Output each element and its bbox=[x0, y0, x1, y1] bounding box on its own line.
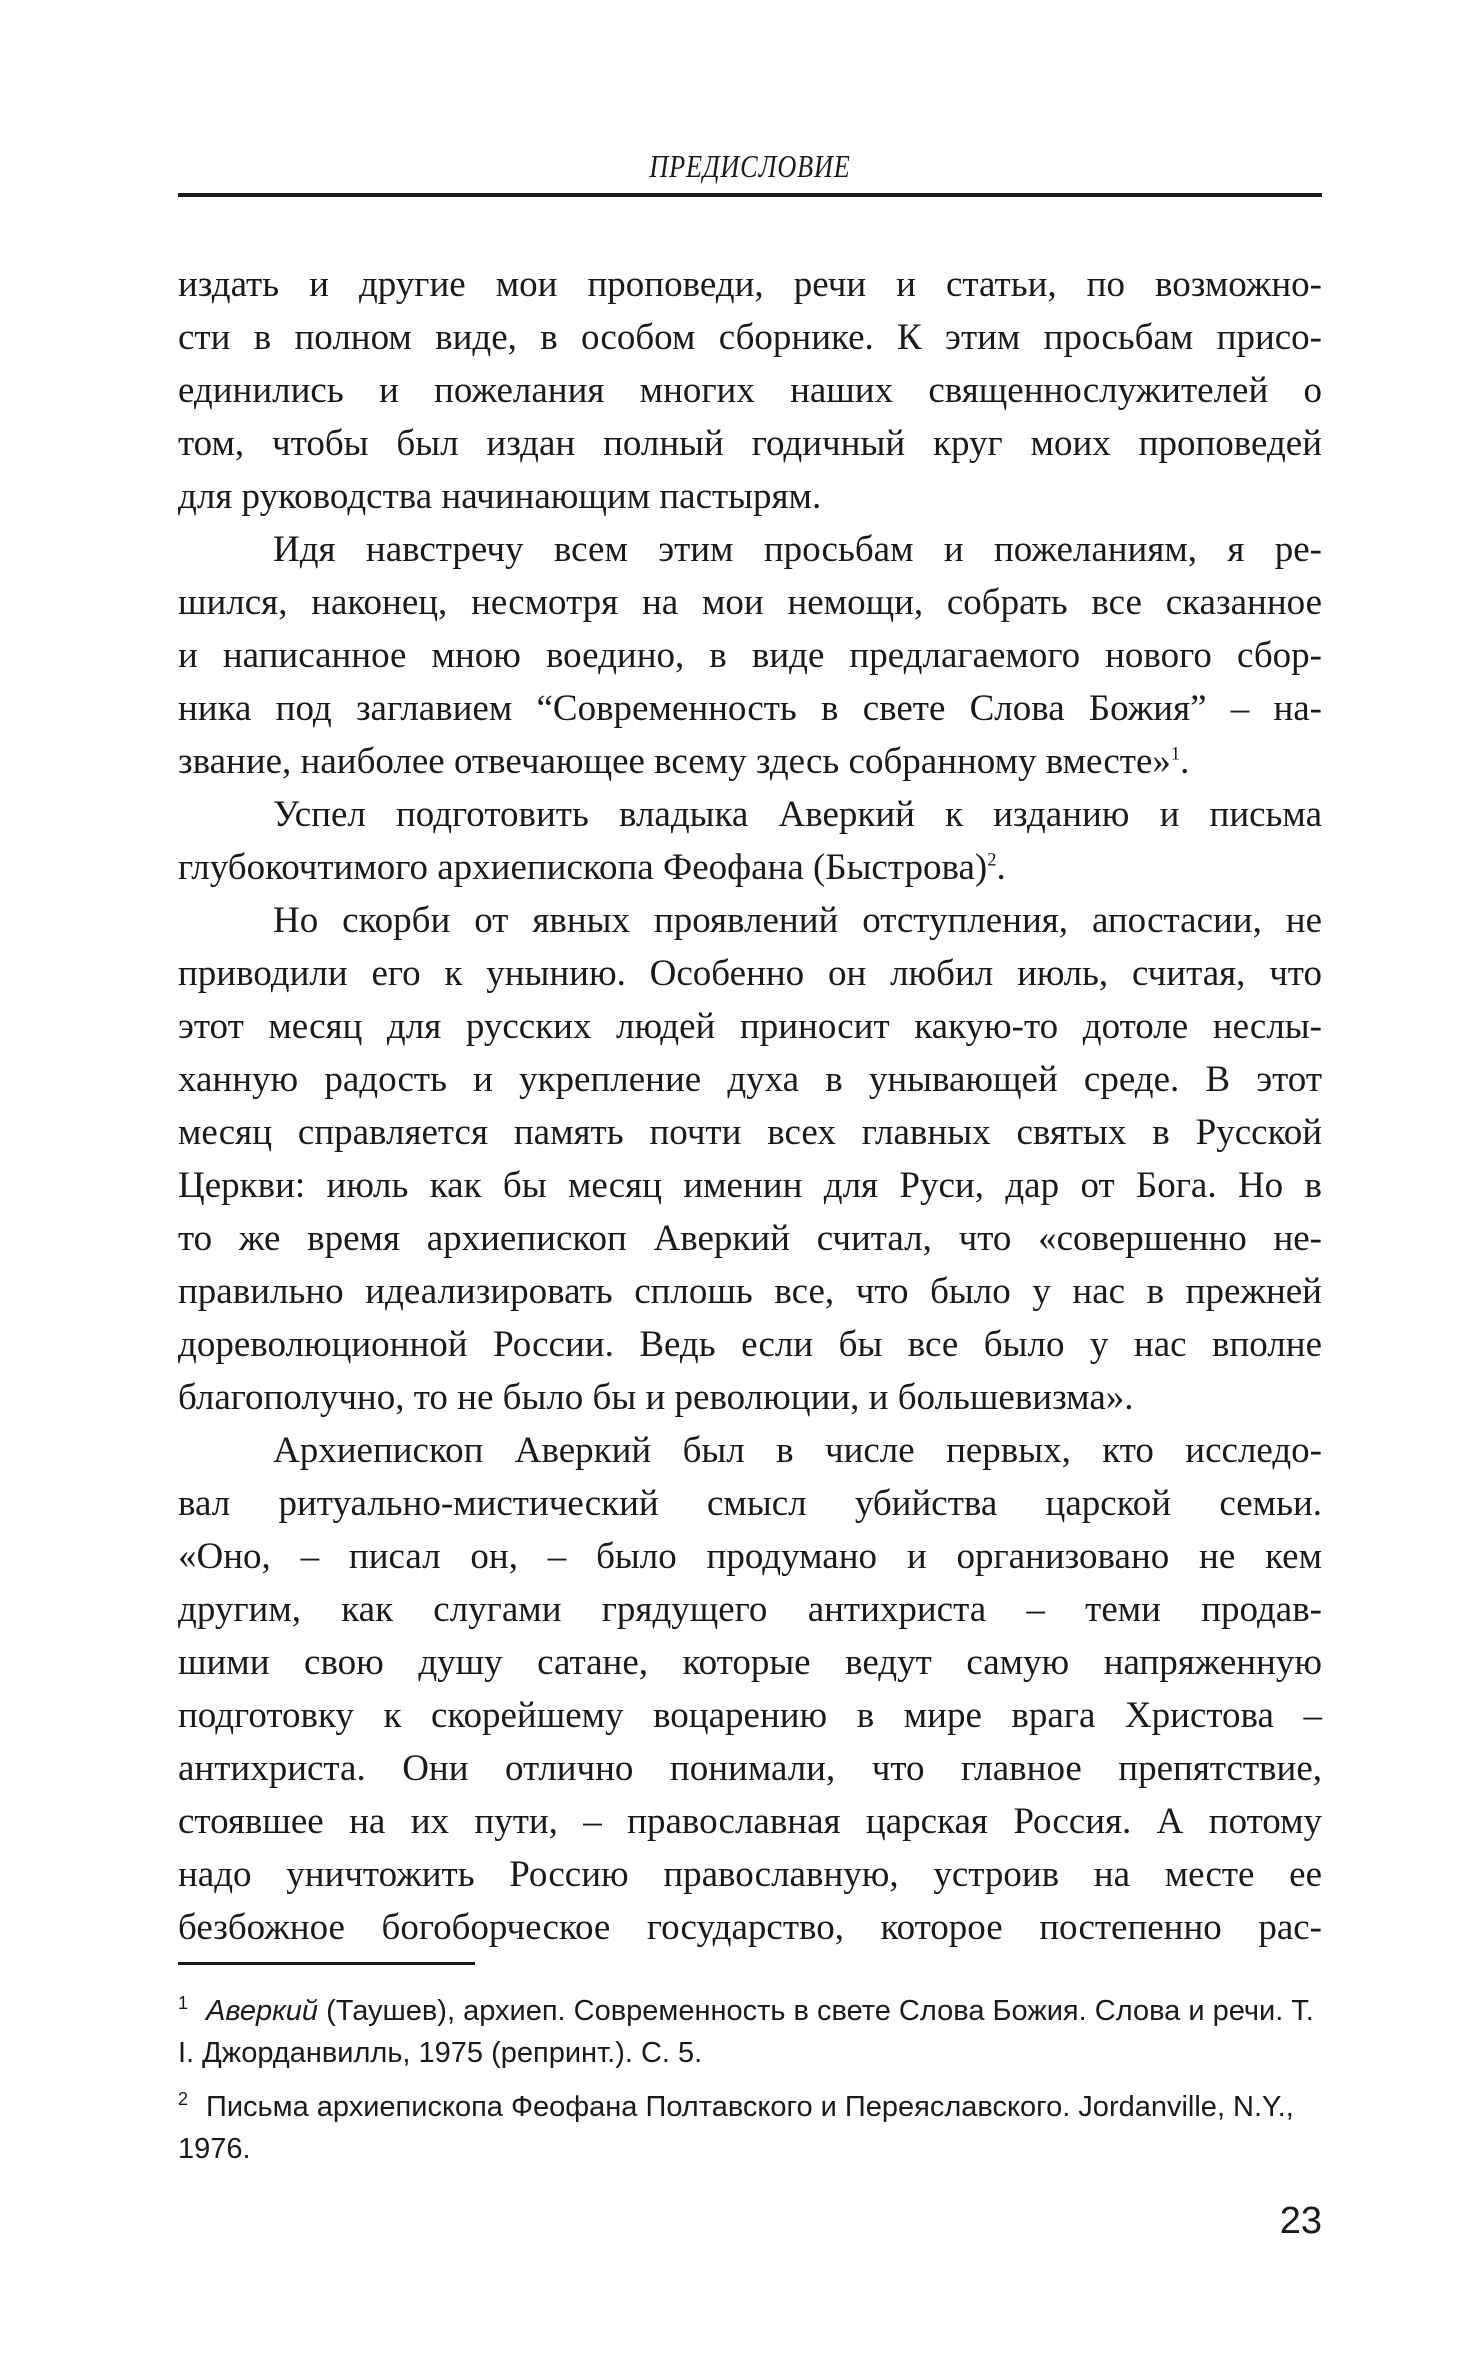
text-line: Успел подготовить владыка Аверкий к изданию и письма bbox=[273, 794, 1322, 835]
text-line: ника под заглавием “Современность в свете Слова Божия” – на- bbox=[178, 688, 1322, 729]
footnote-2 bbox=[178, 2086, 1322, 2170]
text-line: приводили его к унынию. Особенно он любил июль, считая, что bbox=[178, 953, 1322, 994]
header-rule bbox=[178, 193, 1322, 197]
text-line: Но скорби от явных проявлений отступления, апостасии, не bbox=[273, 900, 1322, 941]
footnote-ref[interactable]: 2 bbox=[987, 850, 997, 871]
book-page bbox=[178, 0, 1322, 2362]
running-head: ПРЕДИСЛОВИЕ bbox=[649, 148, 851, 184]
text-line: стоявшее на их пути, – православная царская Россия. А потому bbox=[178, 1801, 1322, 1842]
text-line: правильно идеализировать сплошь все, что было у нас в прежней bbox=[178, 1271, 1322, 1312]
text-line: то же время архиепископ Аверкий считал, что «совершенно не- bbox=[178, 1218, 1322, 1259]
text-line: подготовку к скорейшему воцарению в мире врага Христова – bbox=[178, 1695, 1322, 1736]
text-line: Идя навстречу всем этим просьбам и пожеланиям, я ре- bbox=[273, 529, 1322, 570]
footnote-text: Письма архиепископа Феофана Полтавского и Переяславского. Jordanville, N.Y., 1976. bbox=[178, 2091, 1294, 2165]
text-line: безбожное богоборческое государство, которое постепенно рас- bbox=[178, 1907, 1322, 1948]
page-number: 23 bbox=[1279, 2200, 1322, 2242]
text-line: надо уничтожить Россию православную, устроив на месте ее bbox=[178, 1854, 1322, 1895]
text-line: Архиепископ Аверкий был в числе первых, кто исследо- bbox=[273, 1430, 1322, 1471]
text-line: Церкви: июль как бы месяц именин для Руси, дар от Бога. Но в bbox=[178, 1165, 1322, 1206]
text-line: «Оно, – писал он, – было продумано и организовано не кем bbox=[178, 1536, 1322, 1577]
text-line: благополучно, то не было бы и революции, и большевизма». bbox=[178, 1377, 1134, 1418]
footnote-text: (Таушев), архиеп. Современность в свете Слова Божия. Слова и речи. Т. I. Джорданвилль, 1975 (репринт.). С. 5. bbox=[178, 1995, 1314, 2069]
paragraph bbox=[178, 523, 1322, 788]
text-line: сти в полном виде, в особом сборнике. К этим просьбам присо- bbox=[178, 317, 1322, 358]
text-line: звание, наиболее отвечающее всему здесь собранному вместе»$^1$. bbox=[178, 741, 1190, 782]
text-line: другим, как слугами грядущего антихриста – теми продав- bbox=[178, 1589, 1322, 1630]
text-line: дореволюционной России. Ведь если бы все было у нас вполне bbox=[178, 1324, 1322, 1365]
footnotes bbox=[178, 1990, 1322, 2182]
paragraph bbox=[178, 894, 1322, 1424]
body-text bbox=[178, 258, 1322, 1954]
text-line: месяц справляется память почти всех главных святых в Русской bbox=[178, 1112, 1322, 1153]
text-line: издать и другие мои проповеди, речи и статьи, по возможно- bbox=[178, 264, 1322, 305]
footnote-number: 2 bbox=[178, 2089, 189, 2110]
footnote-author: Аверкий bbox=[206, 1995, 319, 2027]
footnote-number: 1 bbox=[178, 1993, 189, 2014]
text-line: этот месяц для русских людей приносит какую-то дотоле неслы- bbox=[178, 1006, 1322, 1047]
text-line: единились и пожелания многих наших священнослужителей о bbox=[178, 370, 1322, 411]
text-line: для руководства начинающим пастырям. bbox=[178, 476, 822, 517]
paragraph bbox=[178, 1424, 1322, 1954]
text-line: шился, наконец, несмотря на мои немощи, собрать все сказанное bbox=[178, 582, 1322, 623]
text-line: вал ритуально-мистический смысл убийства царской семьи. bbox=[178, 1483, 1322, 1524]
text-line: шими свою душу сатане, которые ведут самую напряженную bbox=[178, 1642, 1322, 1683]
paragraph bbox=[178, 788, 1322, 894]
text-line: антихриста. Они отлично понимали, что главное препятствие, bbox=[178, 1748, 1322, 1789]
footnote-separator bbox=[178, 1962, 475, 1965]
footnote-ref[interactable]: 1 bbox=[1170, 744, 1181, 765]
footnote-1 bbox=[178, 1990, 1322, 2074]
text-line: и написанное мною воедино, в виде предлагаемого нового сбор- bbox=[178, 635, 1322, 676]
paragraph bbox=[178, 258, 1322, 523]
text-line: глубокочтимого архиепископа Феофана (Быстрова)$^2$. bbox=[178, 847, 1006, 888]
text-line: ханную радость и укрепление духа в унывающей среде. В этот bbox=[178, 1059, 1322, 1100]
text-line: том, чтобы был издан полный годичный круг моих проповедей bbox=[178, 423, 1322, 464]
